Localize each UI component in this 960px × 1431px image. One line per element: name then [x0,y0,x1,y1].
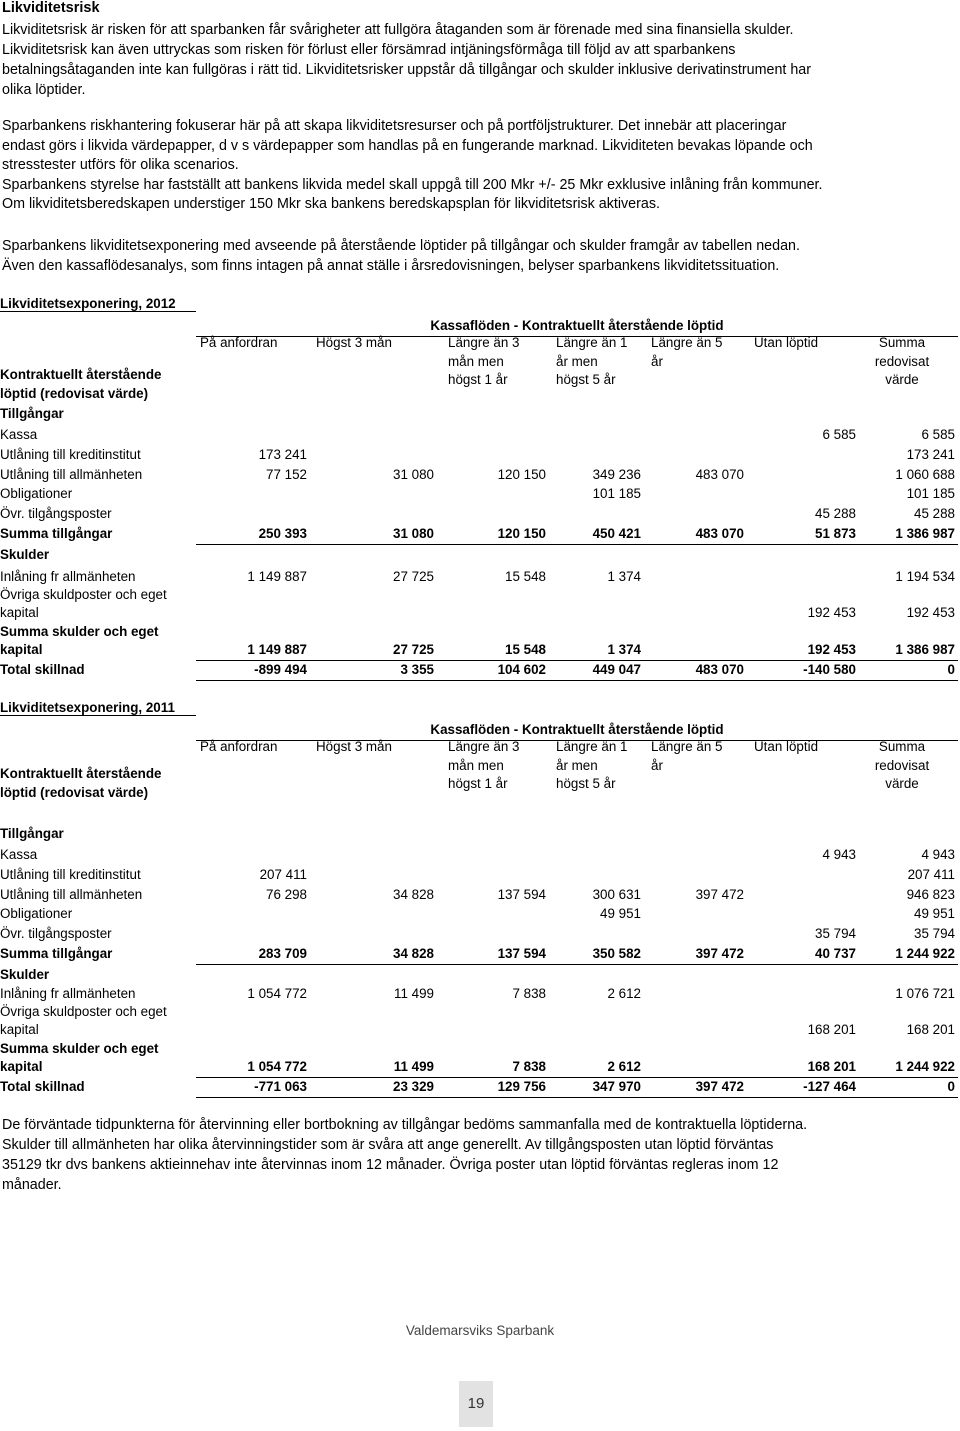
total-difference-row [0,661,958,681]
table-cell: 49 951 [600,906,641,921]
table-cell: 283 709 [258,946,307,961]
table-cell: 1 244 922 [895,946,955,961]
table-row [0,905,958,925]
row-label: Summa skulder och eget [0,1041,159,1056]
table-cell: 51 873 [815,526,856,541]
table-cell: 250 393 [258,526,307,541]
table-cell: 1 244 922 [895,1059,955,1074]
column-header-line: år men [556,353,598,369]
table-row [0,866,958,886]
table-cell: 192 453 [807,605,856,620]
table-cell: 35 794 [815,926,856,941]
table-cell: 207 411 [907,867,955,882]
table-row [0,985,958,1005]
table-cell: 0 [947,1079,955,1094]
row-label: Övr. tilgångsposter [0,506,112,521]
assets-section-label: Tillgångar [0,406,64,421]
table-row [0,505,958,525]
table-cell: 7 838 [512,986,546,1001]
column-header-line: värde [885,776,919,791]
table-cell: 1 054 772 [247,986,307,1001]
table-cell: 168 201 [906,1022,955,1037]
table-cell: 35 794 [914,926,955,941]
table-cell: -127 464 [803,1079,856,1094]
total-difference-row [0,1078,958,1098]
liquidity-table-2012 [0,296,958,686]
column-header [200,334,310,353]
row-label: Summa tillgångar [0,526,113,541]
table-cell: 27 725 [393,642,434,657]
table-cell: 120 150 [497,526,546,541]
column-header [651,738,751,775]
table-cell: 350 582 [592,946,641,961]
table-cell: 3 355 [400,662,434,677]
table-cell: 137 594 [497,887,546,902]
table-cell: 45 288 [815,506,856,521]
assets-section-label: Tillgångar [0,826,64,841]
table-cell: 483 070 [695,526,744,541]
liabilities-section-label: Skulder [0,967,50,982]
table-row [0,568,958,588]
column-header [448,334,548,390]
column-header-line: Summa [878,739,926,754]
table-cell: 397 472 [695,1079,744,1094]
row-label: Utlåning till allmänheten [0,887,143,902]
column-header-line: värde [885,372,919,387]
table-cell: 946 823 [906,887,955,902]
table-cell: 34 828 [393,887,434,902]
table-cell: 207 411 [259,867,307,882]
row-label-header-line: löptid (redovisat värde) [0,386,149,401]
table-cell: 1 386 987 [895,642,955,657]
table-cell: 1 374 [607,642,641,657]
text-line: endast görs i likvida värdepapper, d v s värdepapper som handlas på en fungerande marknad. Likviditeten bevakas löpande och [2,137,813,154]
column-header-line: Utan löptid [754,739,819,754]
table-cell: 1 054 772 [247,1059,307,1074]
table-cell: 0 [947,662,955,677]
table-title-wrap [0,700,196,716]
table-cell: 27 725 [393,569,434,584]
row-label: Obligationer [0,906,73,921]
row-label-continued: kapital [0,605,39,620]
text-line: 35129 tkr dvs bankens aktieinnehav inte återvinnas inom 12 månader. Övriga poster utan löptid förväntas regleras inom 12 [2,1157,779,1173]
text-line: olika löptider. [2,82,86,98]
footer-brand: Valdemarsviks Sparbank [405,1323,555,1338]
table-cell: 192 453 [906,605,955,620]
row-label-header [0,764,161,802]
sum-assets-row [0,525,958,545]
row-label: Summa skulder och eget [0,624,159,639]
row-label: Total skillnad [0,1079,85,1094]
table-cell: 45 288 [914,506,955,521]
group-header: Kassaflöden - Kontraktuellt återstående löptid [430,318,724,333]
table-cell: 129 756 [497,1079,546,1094]
table-cell: 1 386 987 [895,526,955,541]
text-line: månader. [2,1177,62,1193]
row-label: Utlåning till allmänheten [0,467,143,482]
table-cell: 6 585 [921,427,955,442]
column-header [556,334,651,390]
row-label: Total skillnad [0,662,85,677]
table-title-wrap [0,296,196,312]
table-cell: 397 472 [695,946,744,961]
text-line: Sparbankens styrelse har fastställt att bankens likvida medel skall uppgå till 200 Mkr +/- 25 Mkr exklusive inlåning från kommuner. [2,176,823,193]
table-cell: 77 152 [266,467,307,482]
row-label: Kassa [0,847,38,862]
column-header-line: Längre än 5 [651,335,723,350]
text-line: Om likviditetsberedskapen understiger 150 Mkr ska bankens beredskapsplan för likviditetsrisk aktiveras. [2,196,660,213]
table-cell: 15 548 [505,569,546,584]
table-cell: 120 150 [497,467,546,482]
row-label: Inlåning fr allmänheten [0,569,136,584]
table-row [0,846,958,866]
text-line: Även den kassaflödesanalys, som finns intagen på annat ställe i årsredovisningen, belyser sparbankens likviditetssituation. [2,258,780,274]
column-header-line: Summa [878,335,926,350]
table-cell: 300 631 [592,887,641,902]
table-cell: 104 602 [497,662,546,677]
table-row [0,886,958,906]
table-row [0,1003,958,1041]
table-cell: 11 499 [393,1059,434,1074]
table-cell: 449 047 [592,662,641,677]
column-header [556,738,651,794]
column-header-line: På anfordran [200,335,278,350]
table-cell: 15 548 [505,642,546,657]
row-label-header-line: Kontraktuellt återstående [0,367,162,382]
column-header-line: redovisat [874,353,930,369]
column-header-line: år [651,353,663,369]
row-label: Utlåning till kreditinstitut [0,447,141,462]
column-header-line: Längre än 3 [448,335,520,350]
table-cell: -140 580 [803,662,856,677]
group-header: Kassaflöden - Kontraktuellt återstående löptid [430,722,724,737]
table-cell: 76 298 [266,887,307,902]
table-cell: 483 070 [695,662,744,677]
row-label-continued: kapital [0,642,43,657]
liabilities-section-label: Skulder [0,547,50,562]
sum-liabilities-row [0,623,958,661]
table-cell: -899 494 [254,662,307,677]
table-cell: 2 612 [607,986,641,1001]
table-cell: 6 585 [822,427,856,442]
text-line: Skulder till allmänheten har olika återvinningstider som är svåra att ange generellt. Av tillgångsposten utan löptid förväntas [2,1137,774,1153]
table-cell: 1 374 [607,569,641,584]
column-header [754,738,844,757]
table-row [0,446,958,466]
row-label: Summa tillgångar [0,946,113,961]
table-cell: 1 194 534 [895,569,955,584]
column-header [852,738,952,794]
table-cell: 101 185 [906,486,955,501]
column-header [200,738,310,757]
column-header-line: Längre än 1 [556,739,628,754]
table-row [0,466,958,486]
column-header [448,738,548,794]
column-header-line: På anfordran [200,739,278,754]
column-header-line: år men [556,757,598,773]
table-cell: 173 241 [258,447,307,462]
table-title: Likviditetsexponering, 2012 [0,296,176,311]
row-label-continued: kapital [0,1059,43,1074]
table-cell: 2 612 [607,1059,641,1074]
table-row [0,485,958,505]
column-header-line: Längre än 3 [448,739,520,754]
table-cell: 4 943 [921,847,955,862]
text-line: Likviditetsrisk kan även uttryckas som risken för förlust eller försämrad intjäningsförmåga till följd av att sparbankens [2,42,736,58]
column-header [754,334,844,353]
row-label: Inlåning fr allmänheten [0,986,136,1001]
page-number: 19 [459,1381,493,1427]
text-line: Sparbankens riskhantering fokuserar här på att skapa likviditetsresurser och på portföljstrukturer. Det innebär att placeringar [2,118,787,134]
column-header [852,334,952,390]
table-cell: 137 594 [497,946,546,961]
table-cell: 192 453 [807,642,856,657]
row-label: Kassa [0,427,38,442]
risk-management-paragraph [2,117,952,215]
column-header-line: högst 5 år [556,776,616,791]
column-header-line: redovisat [874,757,930,773]
row-label: Obligationer [0,486,73,501]
row-label-header-line: löptid (redovisat värde) [0,785,149,800]
column-header-line: år [651,757,663,773]
table-cell: 349 236 [592,467,641,482]
intro-paragraph [2,20,952,100]
column-header-line: Längre än 1 [556,335,628,350]
table-cell: 168 201 [807,1022,856,1037]
column-header [316,334,426,353]
table-cell: 483 070 [695,467,744,482]
table-cell: 168 201 [807,1059,856,1074]
row-label: Övr. tilgångsposter [0,926,112,941]
column-header [316,738,426,757]
sum-assets-row [0,945,958,965]
column-header-line: Utan löptid [754,335,819,350]
table-cell: 1 076 721 [895,986,955,1001]
column-header-line: Längre än 5 [651,739,723,754]
table-cell: 4 943 [822,847,856,862]
column-header-line: högst 1 år [448,372,508,387]
liquidity-table-2011 [0,700,958,1100]
table-cell: 31 080 [393,526,434,541]
column-header-line: Högst 3 mån [316,335,392,350]
table-cell: 31 080 [393,467,434,482]
column-header-line: högst 1 år [448,776,508,791]
column-header [651,334,751,371]
table-cell: -771 063 [254,1079,307,1094]
table-cell: 11 499 [394,986,434,1001]
column-header-line: Högst 3 mån [316,739,392,754]
table-cell: 1 060 688 [895,467,955,482]
row-label: Övriga skuldposter och eget [0,587,167,602]
sum-liabilities-row [0,1040,958,1078]
text-line: Likviditetsrisk är risken för att sparbanken får svårigheter att fullgöra åtaganden som är förenade med sina finansiella skulder. [2,22,794,38]
table-row [0,925,958,945]
table-cell: 23 329 [393,1079,434,1094]
table-cell: 7 838 [512,1059,546,1074]
row-label-header [0,365,161,403]
row-label: Övriga skuldposter och eget [0,1004,167,1019]
table-row [0,426,958,446]
text-line: stresstester utförs för olika scenarios. [2,157,239,174]
table-cell: 173 241 [906,447,955,462]
row-label-header-line: Kontraktuellt återstående [0,766,162,781]
column-header-line: mån men [448,353,504,369]
closing-paragraph [2,1115,952,1195]
text-line: De förväntade tidpunkterna för återvinning eller bortbokning av tillgångar bedöms sammanfalla med de kontraktuella löptiderna. [2,1117,808,1133]
column-header-line: mån men [448,757,504,773]
table-cell: 450 421 [592,526,641,541]
table-cell: 1 149 887 [247,569,307,584]
table-cell: 1 149 887 [247,642,307,657]
exposure-paragraph [2,236,952,276]
table-cell: 397 472 [695,887,744,902]
text-line: Sparbankens likviditetsexponering med avseende på återstående löptider på tillgångar och skulder framgår av tabellen nedan. [2,238,800,254]
table-cell: 347 970 [592,1079,641,1094]
table-title: Likviditetsexponering, 2011 [0,700,175,715]
table-cell: 34 828 [393,946,434,961]
row-label: Utlåning till kreditinstitut [0,867,141,882]
section-heading: Likviditetsrisk [2,0,100,16]
column-header-line: högst 5 år [556,372,616,387]
table-cell: 49 951 [914,906,955,921]
table-cell: 101 185 [592,486,641,501]
table-cell: 40 737 [815,946,856,961]
table-row [0,586,958,624]
text-line: betalningsåtaganden inte kan fullgöras i rätt tid. Likviditetsrisker uppstår då tillgångar och skulder inklusive derivatinstrument har [2,62,812,78]
row-label-continued: kapital [0,1022,39,1037]
